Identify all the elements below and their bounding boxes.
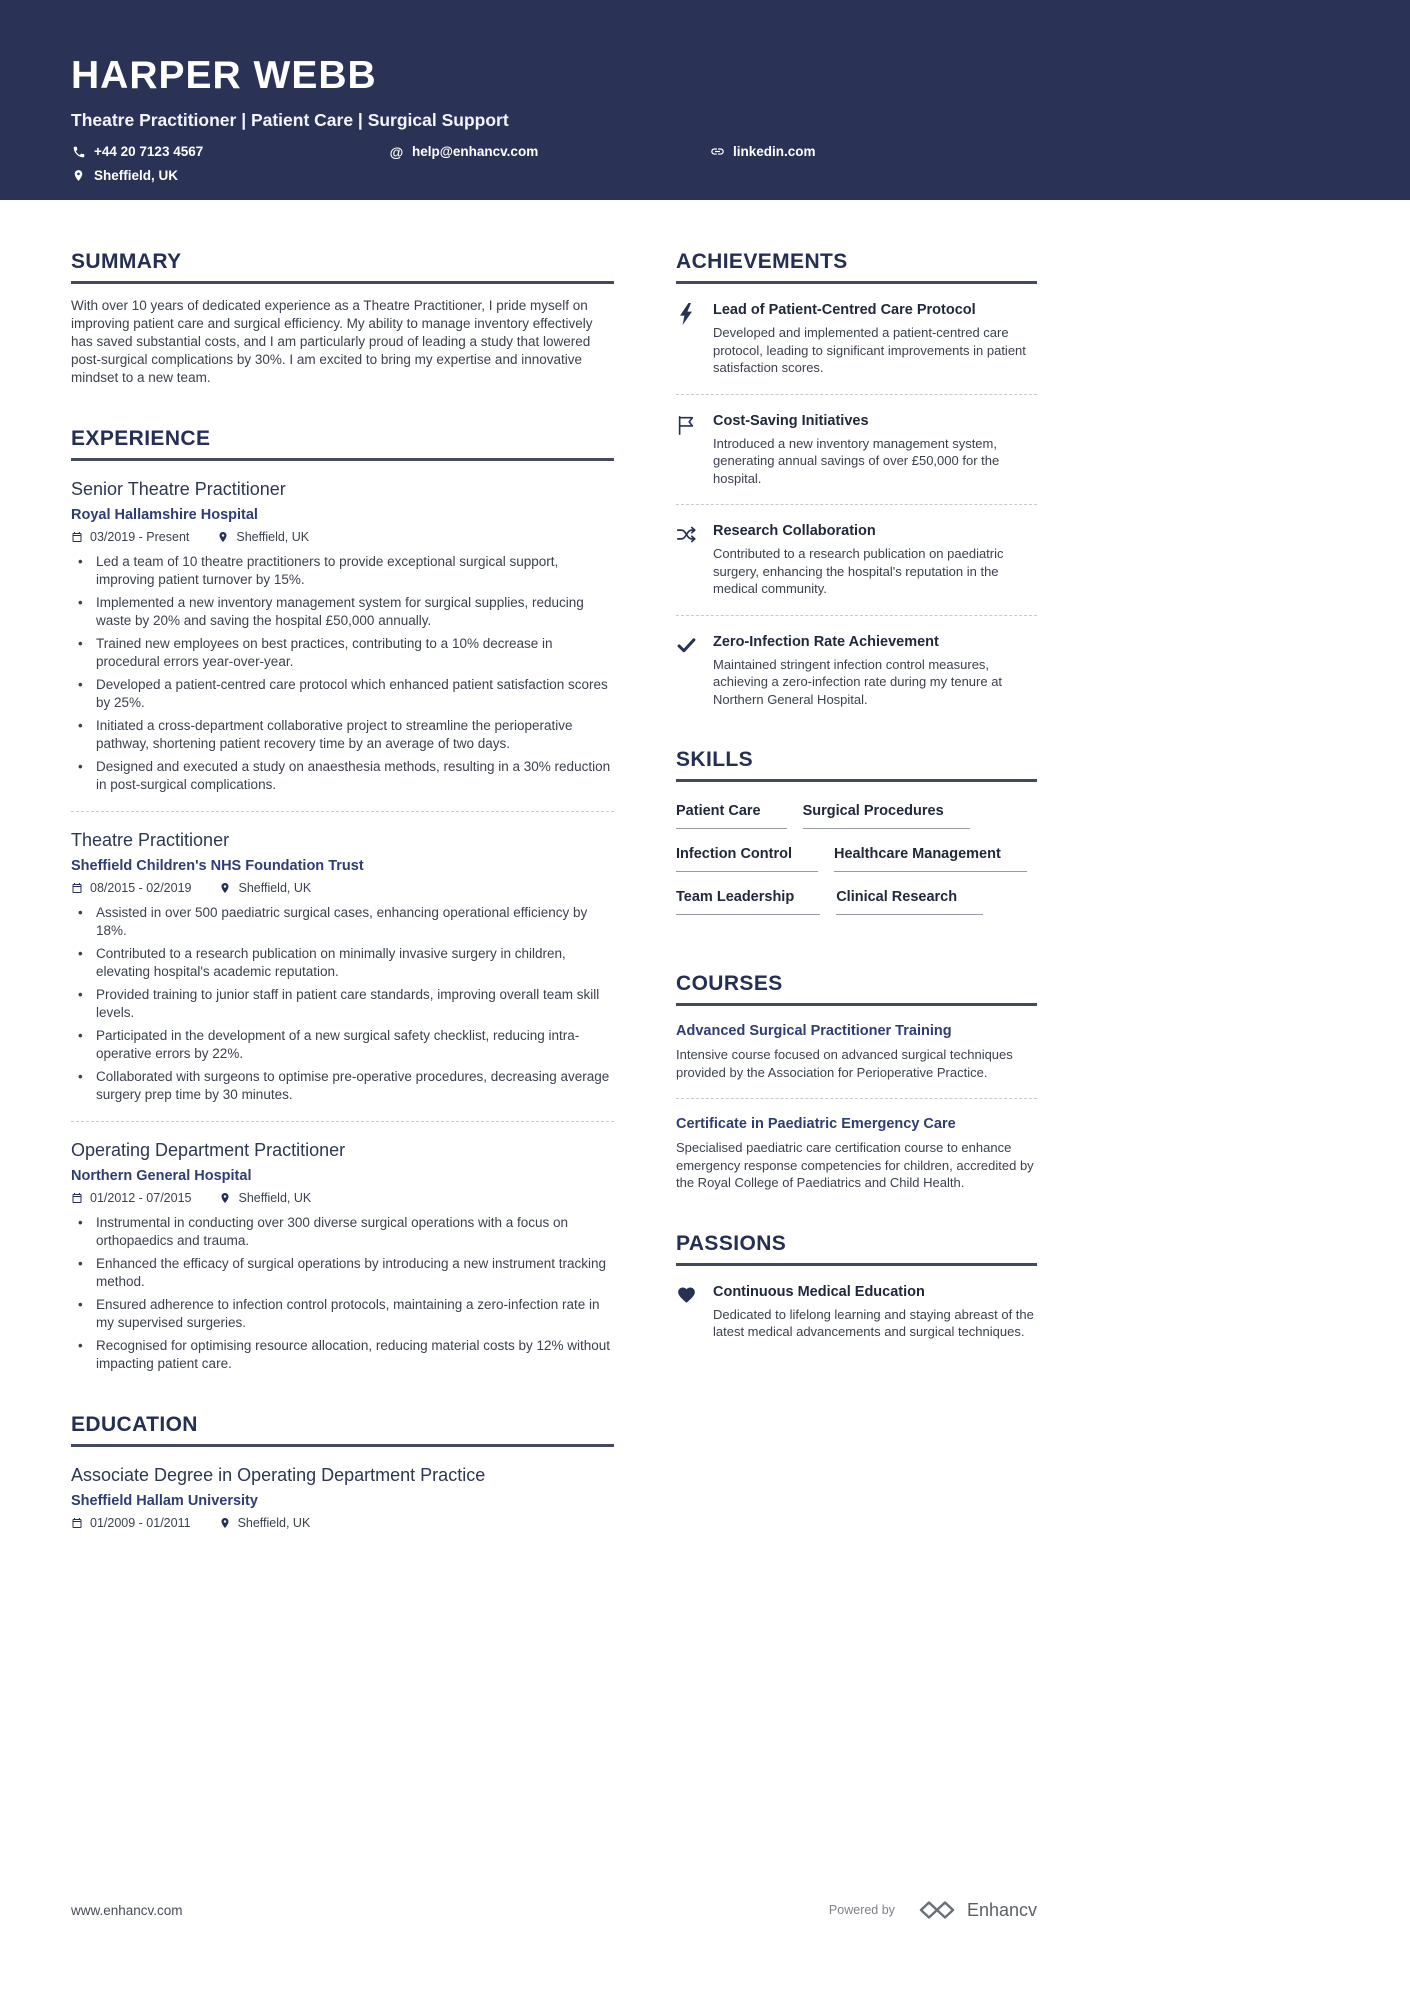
- school-name: Sheffield Hallam University: [71, 1493, 258, 1509]
- job-bullet: • Assisted in over 500 paediatric surgical cases, enhancing operational efficiency by 18%.: [71, 904, 614, 940]
- job-location-text: Sheffield, UK: [238, 1191, 312, 1205]
- location-text: Sheffield, UK: [94, 168, 179, 183]
- left-column: [71, 250, 614, 1530]
- location-pin-icon: [219, 1192, 232, 1205]
- headline: Theatre Practitioner | Patient Care | Surgical Support: [71, 110, 509, 130]
- education-location: [219, 1516, 311, 1530]
- course-text: Intensive course focused on advanced surgical techniques provided by the Association for Perioperative Practice.: [676, 1047, 1013, 1080]
- enhancv-logo-icon: [917, 1899, 957, 1921]
- contact-row-secondary: [71, 168, 1339, 183]
- achievement-item: [676, 634, 1037, 709]
- job-bullet: • Recognised for optimising resource allocation, reducing material costs by 12% without impacting patient care.: [71, 1337, 614, 1373]
- calendar-icon: [71, 1517, 84, 1530]
- experience-item: [71, 830, 614, 1122]
- header: [0, 0, 1410, 200]
- courses-heading: COURSES: [676, 972, 1037, 1006]
- dashed-divider: [676, 1098, 1037, 1099]
- education-dates-text: 01/2009 - 01/2011: [90, 1516, 191, 1530]
- contact-info: [71, 144, 1339, 183]
- location-pin-icon: [217, 531, 230, 544]
- location-contact: [71, 168, 178, 183]
- job-bullet: • Collaborated with surgeons to optimise pre-operative procedures, decreasing average surgery prep time by 30 minutes.: [71, 1068, 614, 1104]
- dashed-divider: [676, 504, 1037, 505]
- passions-heading: PASSIONS: [676, 1232, 1037, 1266]
- person-name: HARPER WEBB: [71, 54, 377, 97]
- calendar-icon: [71, 882, 84, 895]
- summary-section: [71, 250, 614, 387]
- job-bullet: • Enhanced the efficacy of surgical operations by introducing a new instrument tracking method.: [71, 1255, 614, 1291]
- course-title: Advanced Surgical Practitioner Training: [676, 1023, 952, 1039]
- summary-heading: SUMMARY: [71, 250, 614, 284]
- contact-row-primary: [71, 144, 1339, 159]
- education-section: [71, 1413, 614, 1530]
- dashed-divider: [676, 615, 1037, 616]
- passion-text: Dedicated to lifelong learning and staying abreast of the latest medical advancements and surgical techniques.: [713, 1306, 1034, 1339]
- job-bullet: • Ensured adherence to infection control protocols, maintaining a zero-infection rate in my supervised surgeries.: [71, 1296, 614, 1332]
- passion-item: [676, 1284, 1037, 1341]
- enhancv-brand[interactable]: [917, 1899, 1037, 1921]
- email-address[interactable]: help@enhancv.com: [412, 144, 539, 159]
- achievement-item: [676, 413, 1037, 488]
- phone-icon: [71, 144, 86, 159]
- achievement-text: Developed and implemented a patient-centred care protocol, leading to significant improvements in patient satisfaction scores.: [713, 325, 1026, 375]
- heart-icon: [676, 1284, 698, 1341]
- job-title: Senior Theatre Practitioner: [71, 479, 286, 499]
- location-pin-icon: [219, 1517, 232, 1530]
- job-dates-text: 08/2015 - 02/2019: [90, 881, 192, 895]
- job-meta: [71, 1191, 614, 1205]
- job-title: Theatre Practitioner: [71, 830, 230, 850]
- education-dates: [71, 1516, 191, 1530]
- job-bullets: [71, 553, 614, 794]
- phone-number: +44 20 7123 4567: [94, 144, 204, 159]
- education-location-text: Sheffield, UK: [237, 1516, 311, 1530]
- job-bullet: • Developed a patient-centred care protocol which enhanced patient satisfaction scores by 25%.: [71, 676, 614, 712]
- enhancv-brand-text: Enhancv: [966, 1899, 1037, 1920]
- job-bullet: • Implemented a new inventory management system for surgical supplies, reducing waste by 20% and saving the hospital £50,000 annually.: [71, 594, 614, 630]
- right-column: [676, 250, 1037, 1341]
- job-dates-text: 03/2019 - Present: [90, 530, 190, 544]
- job-location-text: Sheffield, UK: [236, 530, 310, 544]
- phone-contact: [71, 144, 389, 159]
- main-content: [0, 250, 1410, 1530]
- achievement-title: Zero-Infection Rate Achievement: [713, 633, 939, 650]
- achievement-text: Contributed to a research publication on paediatric surgery, enhancing the hospital's reputation in the medical community.: [713, 546, 1004, 596]
- job-location: [217, 530, 309, 544]
- experience-heading: EXPERIENCE: [71, 427, 614, 461]
- job-title: Operating Department Practitioner: [71, 1140, 346, 1160]
- education-item: [71, 1465, 614, 1530]
- experience-item: [71, 1140, 614, 1373]
- passion-title: Continuous Medical Education: [713, 1283, 925, 1300]
- powered-by: [829, 1899, 1037, 1921]
- linkedin-contact[interactable]: [710, 144, 816, 159]
- website-link[interactable]: www.enhancv.com: [71, 1902, 183, 1918]
- email-icon: @: [389, 143, 404, 160]
- skill-tag: Patient Care: [676, 803, 787, 829]
- skill-tag: Healthcare Management: [834, 846, 1027, 872]
- job-bullet: • Initiated a cross-department collaborative project to streamline the perioperative pathway, shortening patient recovery time by an average of two days.: [71, 717, 614, 753]
- job-bullet: • Trained new employees on best practices, contributing to a 10% decrease in procedural errors year-over-year.: [71, 635, 614, 671]
- job-location: [219, 881, 311, 895]
- checkmark-icon: [676, 634, 698, 709]
- location-pin-icon: [219, 882, 232, 895]
- job-location-text: Sheffield, UK: [238, 881, 312, 895]
- job-bullets: [71, 1214, 614, 1373]
- degree-title: Associate Degree in Operating Department Practice: [71, 1465, 486, 1485]
- course-title: Certificate in Paediatric Emergency Care: [676, 1116, 956, 1132]
- job-dates: [71, 881, 191, 895]
- job-bullet: • Designed and executed a study on anaesthesia methods, resulting in a 30% reduction in post-surgical complications.: [71, 758, 614, 794]
- achievement-title: Cost-Saving Initiatives: [713, 412, 869, 429]
- job-dates: [71, 530, 189, 544]
- job-dates-text: 01/2012 - 07/2015: [90, 1191, 192, 1205]
- lightning-icon: [676, 302, 698, 377]
- achievement-body: [713, 413, 1037, 488]
- achievement-title: Lead of Patient-Centred Care Protocol: [713, 302, 976, 318]
- courses-section: [676, 972, 1037, 1192]
- experience-item: [71, 479, 614, 812]
- summary-text: With over 10 years of dedicated experience as a Theatre Practitioner, I pride myself on improving patient care and surgical efficiency. My ability to manage inventory effectively has saved substantial costs, and I am particularly proud of leading a study that lowered post-surgical complications by 30%. I am excited to bring my expertise and innovative mindset to a new team.: [71, 298, 593, 385]
- location-pin-icon: [71, 168, 86, 183]
- dashed-divider: [676, 394, 1037, 395]
- achievements-heading: ACHIEVEMENTS: [676, 250, 1037, 284]
- achievement-item: [676, 302, 1037, 377]
- job-location: [219, 1191, 311, 1205]
- skills-list: [676, 803, 1037, 932]
- dashed-divider: [71, 1121, 614, 1122]
- calendar-icon: [71, 531, 84, 544]
- achievement-body: [713, 523, 1037, 598]
- flag-icon: [676, 413, 698, 488]
- linkedin-url[interactable]: linkedin.com: [733, 144, 816, 159]
- skill-tag: Infection Control: [676, 846, 818, 872]
- job-meta: [71, 530, 614, 544]
- achievement-item: [676, 523, 1037, 598]
- passions-section: [676, 1232, 1037, 1341]
- skills-heading: SKILLS: [676, 748, 1037, 782]
- crossing-arrows-icon: [676, 523, 698, 598]
- passion-body: [713, 1284, 1037, 1341]
- education-heading: EDUCATION: [71, 1413, 614, 1447]
- skill-tag: Team Leadership: [676, 889, 820, 915]
- experience-section: [71, 427, 614, 1373]
- job-dates: [71, 1191, 191, 1205]
- powered-by-label: Powered by: [828, 1903, 895, 1917]
- achievement-body: [713, 634, 1037, 709]
- skill-tag: Clinical Research: [836, 889, 983, 915]
- achievement-title: Research Collaboration: [713, 523, 876, 539]
- achievement-text: Introduced a new inventory management system, generating annual savings of over £50,000 for the hospital.: [713, 435, 1000, 486]
- company-name: Sheffield Children's NHS Foundation Trust: [71, 858, 364, 874]
- course-item: [676, 1116, 1037, 1192]
- email-contact[interactable]: [389, 144, 710, 159]
- skill-tag: Surgical Procedures: [803, 803, 970, 829]
- job-bullets: [71, 904, 614, 1104]
- job-bullet: • Provided training to junior staff in patient care standards, improving overall team skill levels.: [71, 986, 614, 1022]
- job-bullet: • Contributed to a research publication on minimally invasive surgery in children, elevating hospital's academic reputation.: [71, 945, 614, 981]
- dashed-divider: [71, 811, 614, 812]
- link-icon: [710, 144, 725, 159]
- education-meta: [71, 1516, 614, 1530]
- job-bullet: • Instrumental in conducting over 300 diverse surgical operations with a focus on orthopaedics and trauma.: [71, 1214, 614, 1250]
- skills-section: [676, 748, 1037, 932]
- course-item: [676, 1023, 1037, 1081]
- course-text: Specialised paediatric care certification course to enhance emergency response competencies for children, accredited by the Royal College of Paediatrics and Child Health.: [676, 1140, 1034, 1190]
- achievement-text: Maintained stringent infection control measures, achieving a zero-infection rate during my tenure at Northern General Hospital.: [713, 656, 1003, 707]
- footer: [71, 1899, 1037, 1921]
- job-meta: [71, 881, 614, 895]
- achievement-body: [713, 302, 1037, 377]
- calendar-icon: [71, 1192, 84, 1205]
- job-bullet: • Led a team of 10 theatre practitioners to provide exceptional surgical support, improving patient turnover by 15%.: [71, 553, 614, 589]
- job-bullet: • Participated in the development of a new surgical safety checklist, reducing intra-operative errors by 22%.: [71, 1027, 614, 1063]
- company-name: Royal Hallamshire Hospital: [71, 507, 258, 523]
- company-name: Northern General Hospital: [71, 1168, 252, 1184]
- achievements-section: [676, 250, 1037, 708]
